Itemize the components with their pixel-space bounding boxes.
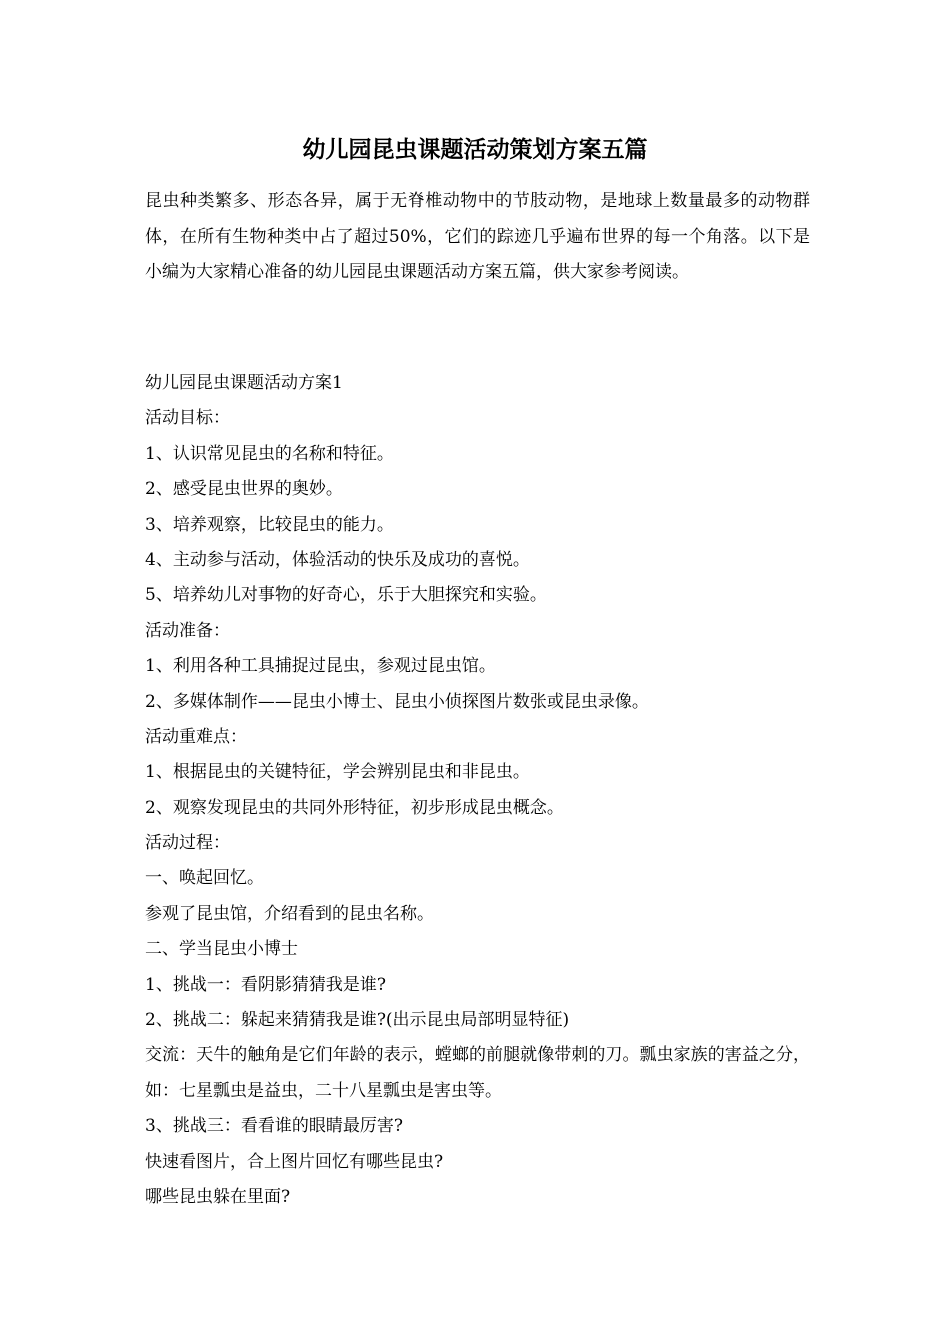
process-step: 一、唤起回忆。 [145,868,264,889]
exchange-paragraph: 交流：天牛的触角是它们年龄的表示，螳螂的前腿就像带刺的刀。瓢虫家族的害益之分，如：七星瓢虫是益虫，二十八星瓢虫是害虫等。 [145,1045,810,1101]
challenge-item: 2、挑战二：躲起来猜猜我是谁?(出示昆虫局部明显特征) [145,1010,570,1031]
difficulty-item: 2、观察发现昆虫的共同外形特征，初步形成昆虫概念。 [145,797,564,818]
process-step: 二、学当昆虫小博士 [145,939,298,960]
heading-activity-goals: 活动目标： [145,408,230,429]
difficulty-item: 1、根据昆虫的关键特征，学会辨别昆虫和非昆虫。 [145,762,530,783]
goal-item: 4、主动参与活动，体验活动的快乐及成功的喜悦。 [145,549,530,570]
preparation-item: 1、利用各种工具捕捉过昆虫，参观过昆虫馆。 [145,656,496,677]
heading-activity-process: 活动过程： [145,833,230,854]
section-heading-plan-1: 幼儿园昆虫课题活动方案1 [145,373,343,393]
preparation-item: 2、多媒体制作——昆虫小博士、昆虫小侦探图片数张或昆虫录像。 [145,691,649,712]
document-body [145,366,810,1215]
intro-paragraph: 昆虫种类繁多、形态各异，属于无脊椎动物中的节肢动物，是地球上数量最多的动物群体，在所有生物种类中占了超过50%，它们的踪迹几乎遍布世界的每一个角落。以下是小编为大家精心准备的幼儿园昆虫课题活动方案五篇，供大家参考阅读。 [145,191,810,282]
process-text: 快速看图片，合上图片回忆有哪些昆虫? [145,1151,444,1172]
process-text: 哪些昆虫躲在里面? [145,1187,291,1208]
challenge-item: 3、挑战三：看看谁的眼睛最厉害? [145,1116,403,1137]
document-title: 幼儿园昆虫课题活动策划方案五篇 [302,136,648,163]
heading-activity-preparation: 活动准备： [145,620,230,641]
goal-item: 5、培养幼儿对事物的好奇心，乐于大胆探究和实验。 [145,585,547,606]
process-text: 参观了昆虫馆，介绍看到的昆虫名称。 [145,903,434,924]
challenge-item: 1、挑战一：看阴影猜猜我是谁? [145,974,386,995]
goal-item: 1、认识常见昆虫的名称和特征。 [145,443,394,464]
goal-item: 2、感受昆虫世界的奥妙。 [145,479,343,500]
goal-item: 3、培养观察，比较昆虫的能力。 [145,514,394,535]
heading-key-difficulties: 活动重难点： [145,726,247,747]
